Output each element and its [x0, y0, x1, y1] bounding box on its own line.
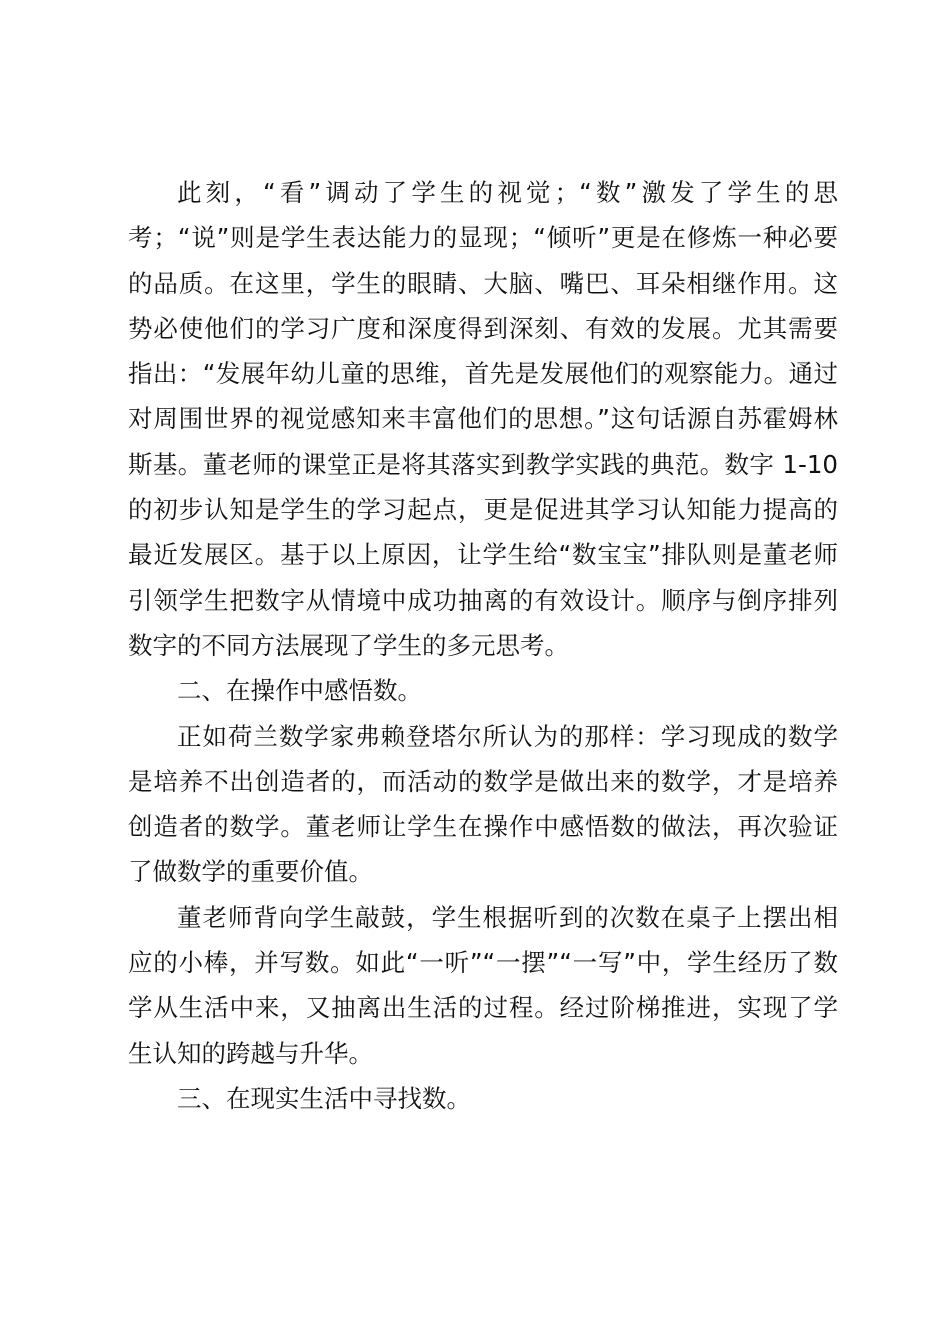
- paragraph-freudenthal: 正如荷兰数学家弗赖登塔尔所认为的那样：学习现成的数学是培养不出创造者的，而活动的数学是做出来的数学，才是培养创造者的数学。董老师让学生在操作中感悟数的做法，再次验证了做数学的重要价值。: [128, 721, 838, 887]
- section-heading-operation: 二、在操作中感悟数。: [177, 676, 422, 706]
- document-body: [128, 170, 838, 1121]
- paragraph-drum-activity: 董老师背向学生敲鼓，学生根据听到的次数在桌子上摆出相应的小棒，并写数。如此“一听”“一摆”“一写”中，学生经历了数学从生活中来，又抽离出生活的过程。经过阶梯推进，实现了学生认知的跨越与升华。: [128, 902, 838, 1068]
- section-heading-real-life: 三、在现实生活中寻找数。: [177, 1083, 471, 1113]
- paragraph-observation: 此刻，“看”调动了学生的视觉；“数”激发了学生的思考；“说”则是学生表达能力的显现；“倾听”更是在修炼一种必要的品质。在这里，学生的眼睛、大脑、嘴巴、耳朵相继作用。这势必使他们的学习广度和深度得到深刻、有效的发展。尤其需要指出：“发展年幼儿童的思维，首先是发展他们的观察能力。通过对周围世界的视觉感知来丰富他们的思想。”这句话源自苏霍姆林斯基。董老师的课堂正是将其落实到教学实践的典范。数字 1-10 的初步认知是学生的学习起点，更是促进其学习认知能力提高的最近发展区。基于以上原因，让学生给“数宝宝”排队则是董老师引领学生把数字从情境中成功抽离的有效设计。顺序与倒序排列数字的不同方法展现了学生的多元思考。: [128, 178, 838, 660]
